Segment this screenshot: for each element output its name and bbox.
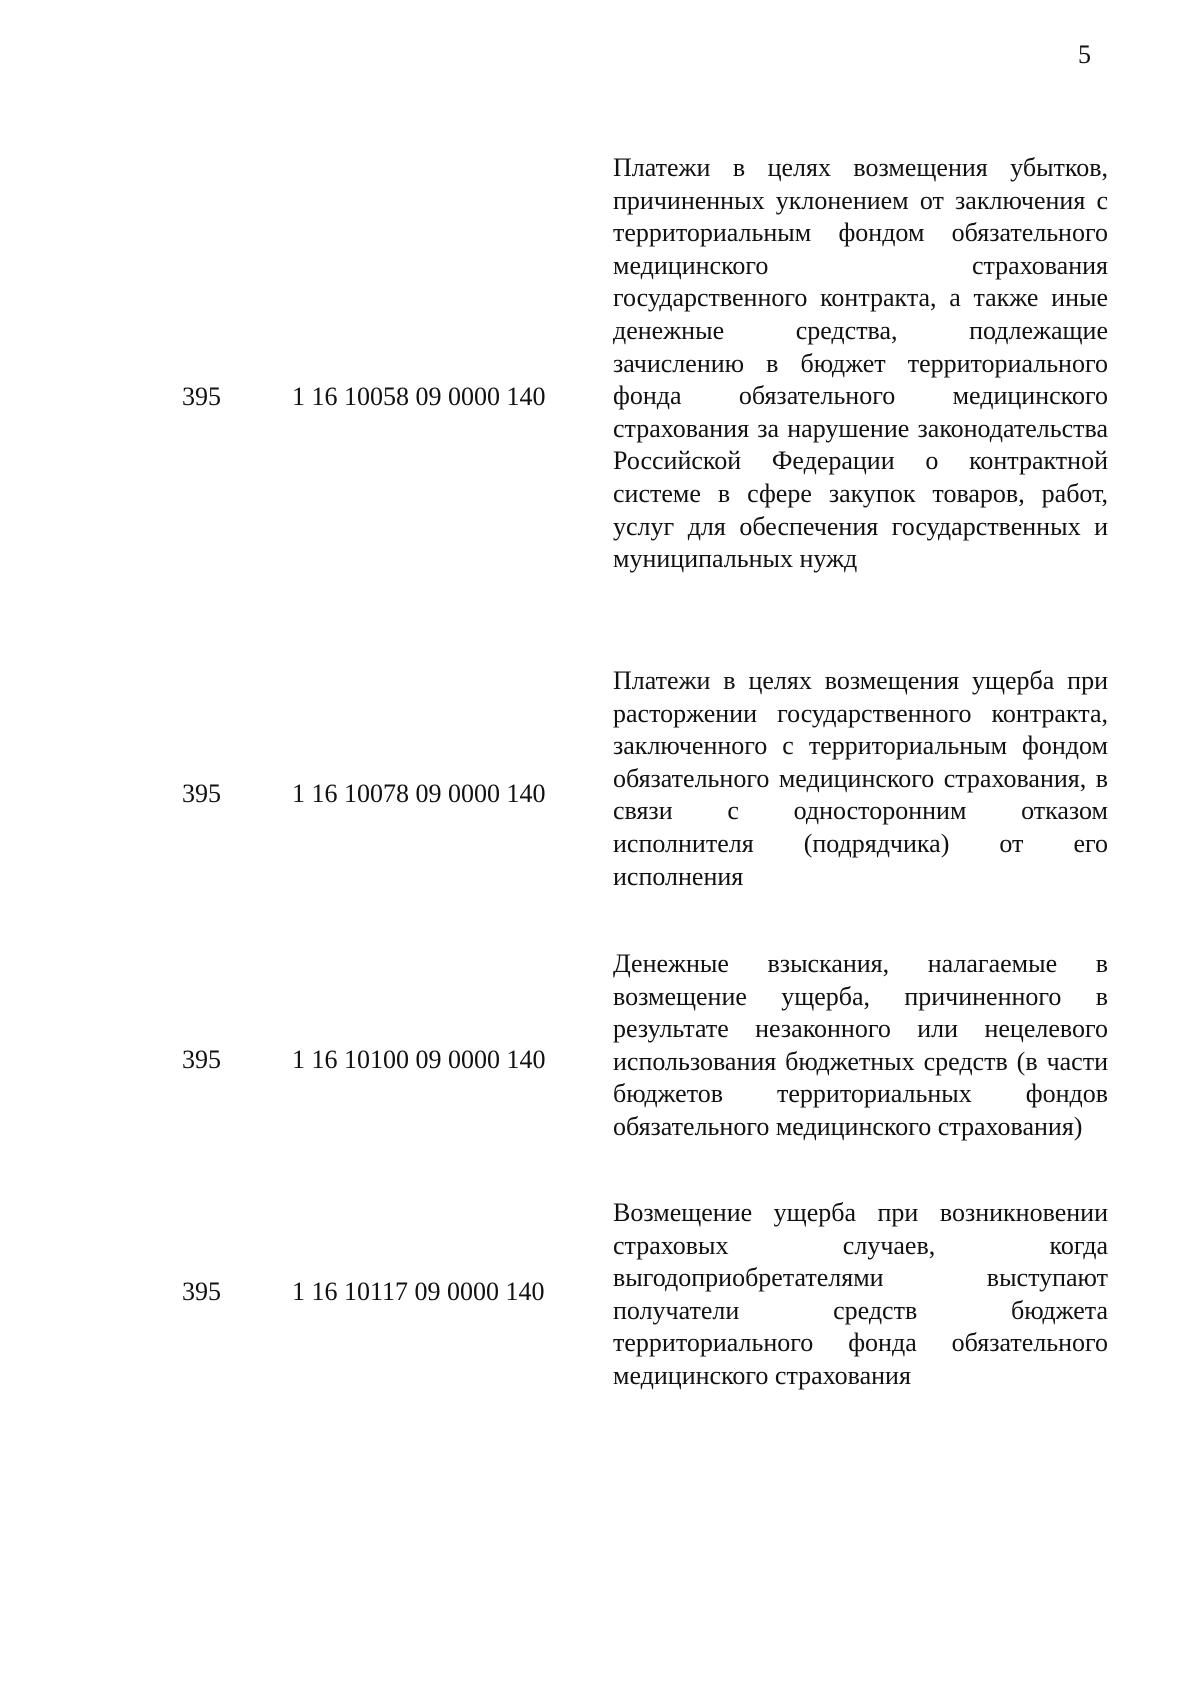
kbk-code: 1 16 10100 09 0000 140	[292, 1045, 546, 1074]
row-description: Возмещение ущерба при возникновении страховых случаев, когда выгодоприобретателями выступают получатели средств бюджета территориального фонда обязательного медицинского страхования	[613, 1198, 1108, 1390]
admin-code: 395	[182, 382, 221, 411]
kbk-code: 1 16 10117 09 0000 140	[292, 1277, 545, 1306]
kbk-code: 1 16 10058 09 0000 140	[292, 382, 546, 411]
kbk-code: 1 16 10078 09 0000 140	[292, 779, 546, 808]
admin-code: 395	[182, 779, 221, 808]
admin-code: 395	[182, 1277, 221, 1306]
row-description: Денежные взыскания, налагаемые в возмещение ущерба, причиненного в результате незаконного или нецелевого использования бюджетных средств (в части бюджетов территориальных фондов обязательного медицинского страхования)	[613, 949, 1108, 1141]
row-description: Платежи в целях возмещения ущерба при расторжении государственного контракта, заключенного с территориальным фондом обязательного медицинского страхования, в связи с односторонним отказом исполнителя (подрядчика) от его исполнения	[613, 666, 1108, 891]
row-description: Платежи в целях возмещения убытков, причиненных уклонением от заключения с территориальным фондом обязательного медицинского страхования государственного контракта, а также иные денежные средства, подлежащие зачислению в бюджет территориального фонда обязательного медицинского страхования за нарушение законодательства Российской Федерации о контрактной системе в сфере закупок товаров, работ, услуг для обеспечения государственных и муниципальных нужд	[613, 153, 1108, 574]
page-number: 5	[1078, 40, 1091, 69]
admin-code: 395	[182, 1045, 221, 1074]
